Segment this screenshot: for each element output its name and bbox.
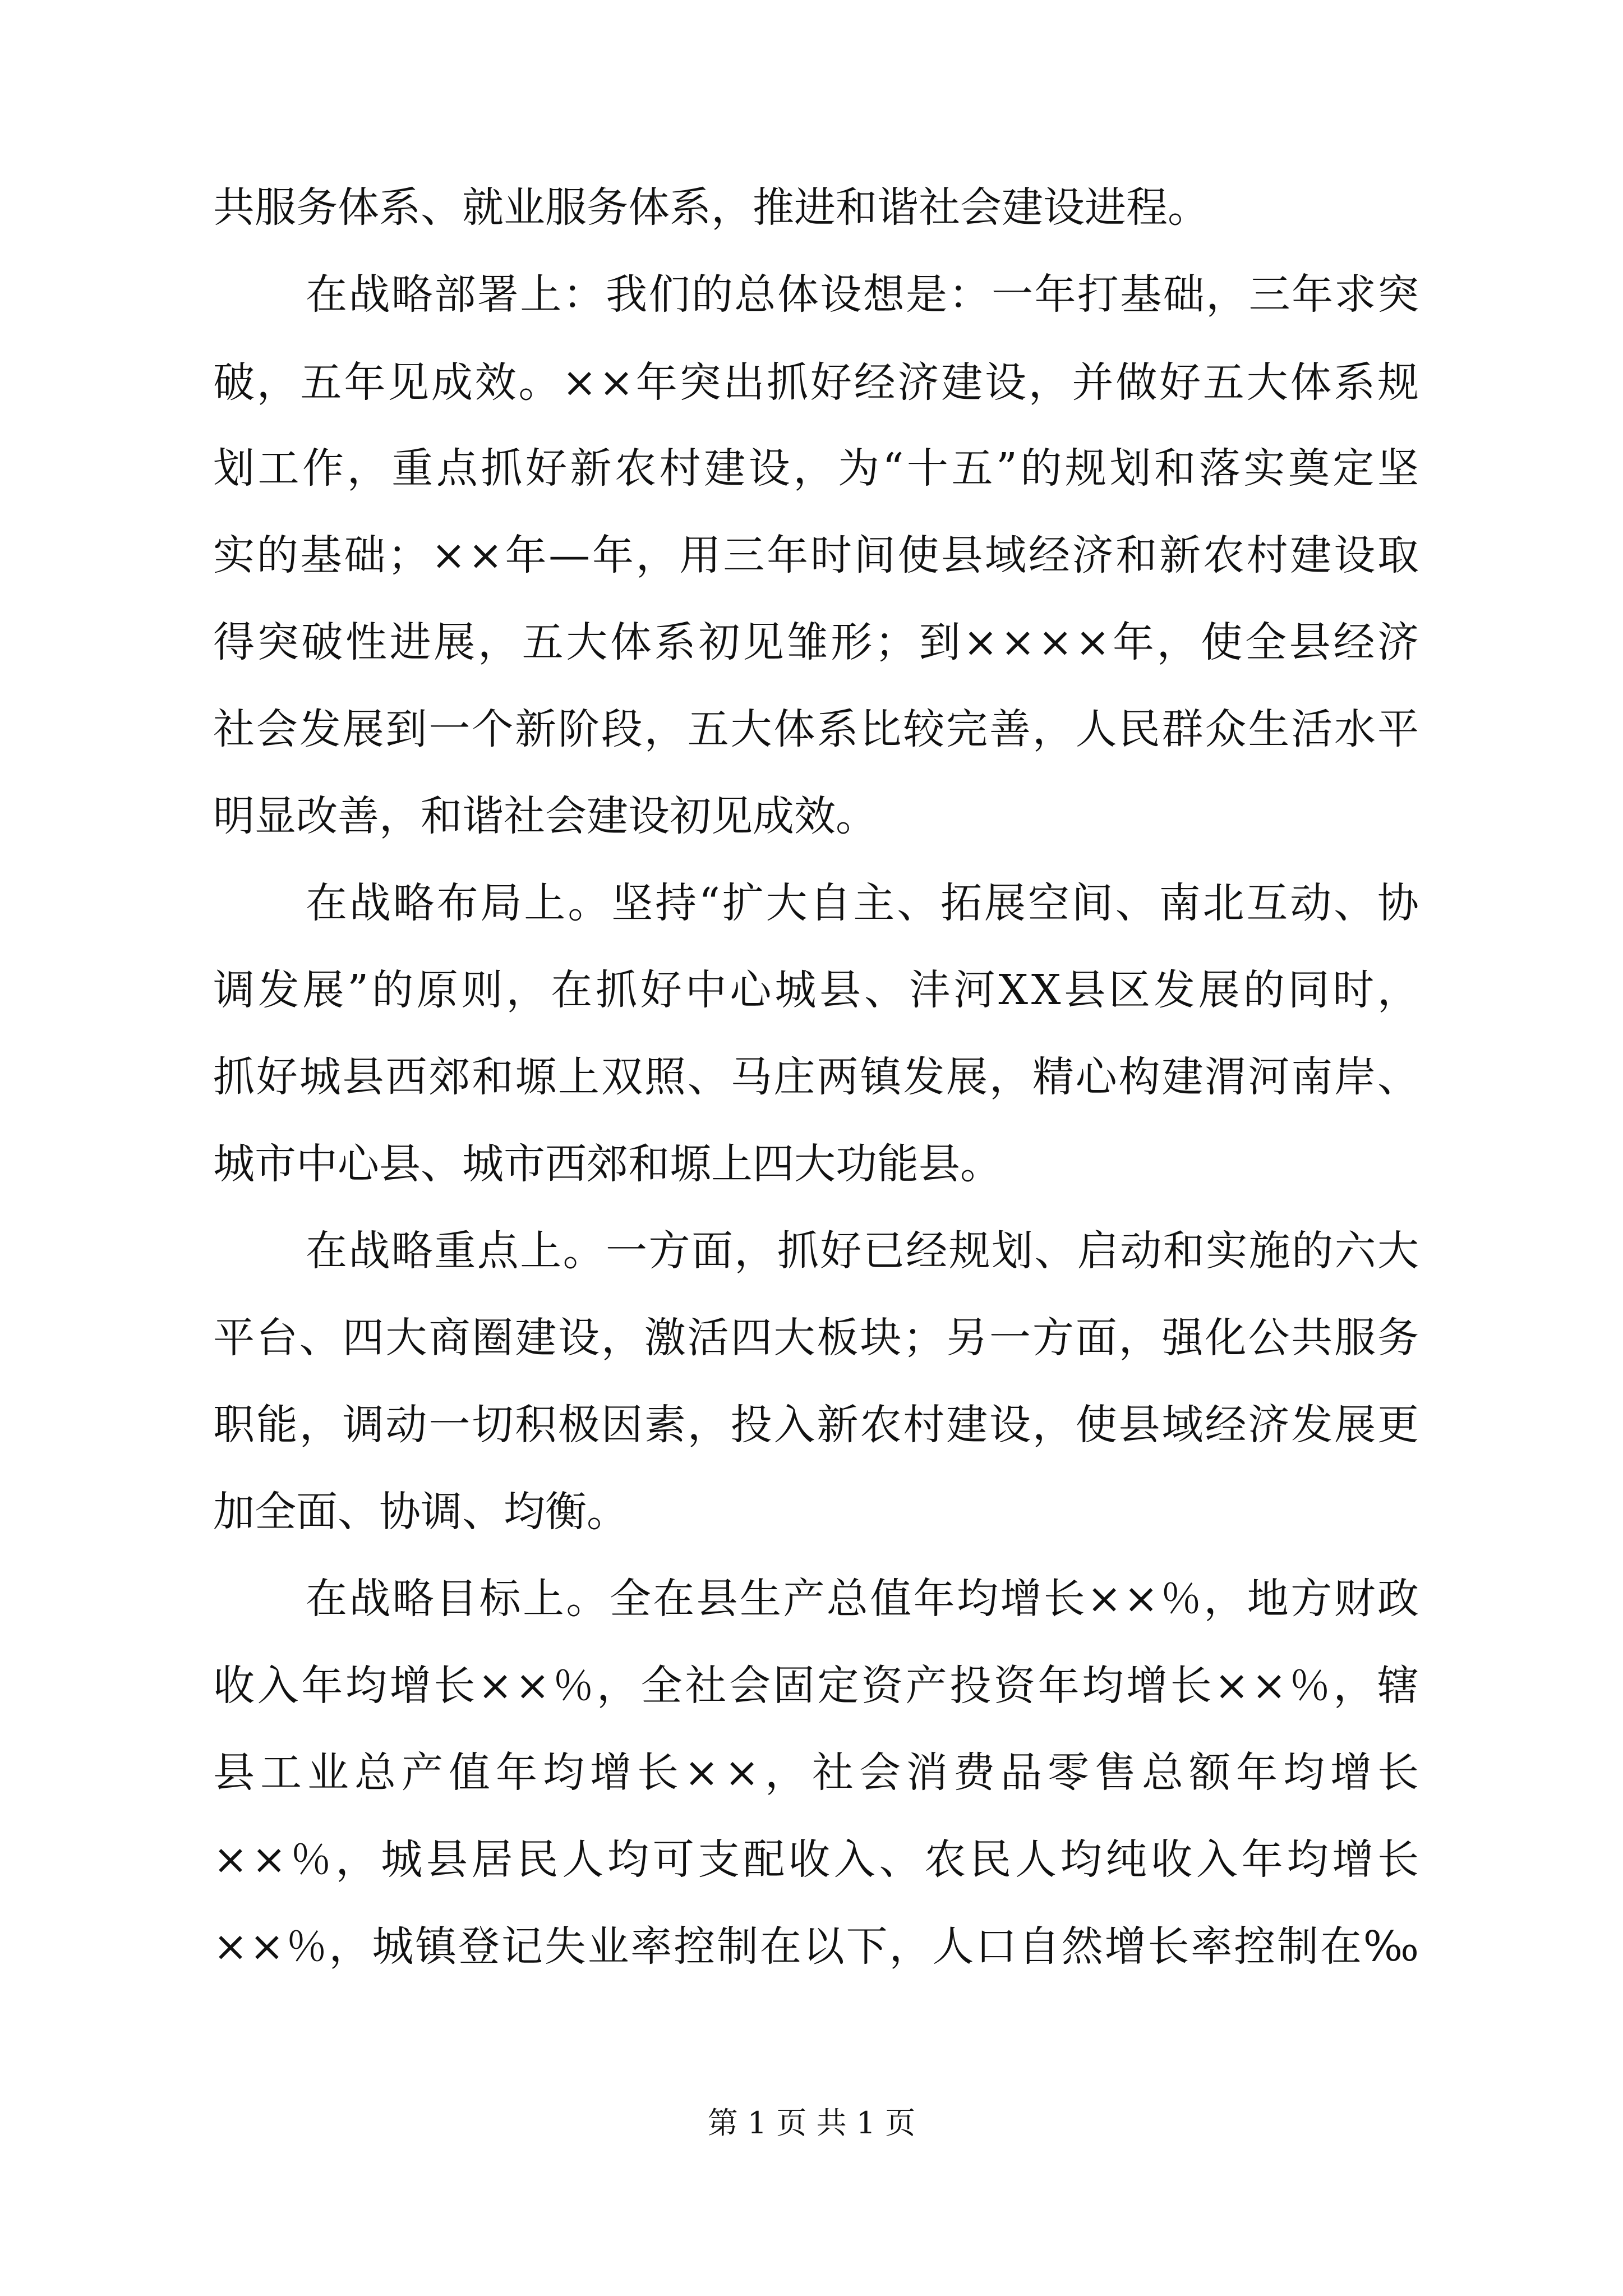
text-line-12: 城市中心县、城市西郊和塬上四大功能县。 xyxy=(213,1140,1002,1188)
text-line-5: 实的基础；××年—年，用三年时间使县域经济和新农村建设取 xyxy=(213,531,1421,579)
text-line-6: 得突破性进展，五大体系初见雏形；到××××年，使全县经济 xyxy=(213,618,1422,666)
text-line-20: ××％，城县居民人均可支配收入、农民人均纯收入年均增长 xyxy=(213,1835,1423,1884)
text-line-11: 抓好城县西郊和塬上双照、马庄两镇发展，精心构建渭河南岸、 xyxy=(213,1053,1421,1101)
text-line-1: 共服务体系、就业服务体系，推进和谐社会建设进程。 xyxy=(213,183,1209,232)
text-line-8: 明显改善，和谐社会建设初见成效。 xyxy=(213,792,877,840)
text-line-16: 加全面、协调、均衡。 xyxy=(213,1488,628,1536)
text-line-4: 划工作，重点抓好新农村建设，为“十五”的规划和落实奠定坚 xyxy=(213,444,1422,493)
text-line-9: 在战略布局上。坚持“扩大自主、拓展空间、南北互动、协 xyxy=(306,879,1421,927)
text-line-2: 在战略部署上：我们的总体设想是：一年打基础，三年求突 xyxy=(306,270,1421,319)
text-line-10: 调发展”的原则，在抓好中心城县、沣河XX县区发展的同时， xyxy=(213,966,1422,1014)
page-footer: 第 1 页 共 1 页 xyxy=(707,2105,916,2141)
text-line-18: 收入年均增长××％，全社会固定资产投资年均增长××％，辖 xyxy=(213,1662,1422,1710)
text-line-19: 县工业总产值年均增长××，社会消费品零售总额年均增长 xyxy=(213,1749,1424,1797)
text-line-14: 平台、四大商圈建设，激活四大板块；另一方面，强化公共服务 xyxy=(213,1314,1421,1362)
text-line-15: 职能，调动一切积极因素，投入新农村建设，使县域经济发展更 xyxy=(213,1401,1421,1449)
text-line-3: 破，五年见成效。××年突出抓好经济建设，并做好五大体系规 xyxy=(213,358,1421,407)
text-line-21: ××％，城镇登记失业率控制在以下，人口自然增长率控制在‰ xyxy=(213,1922,1421,1971)
text-line-17: 在战略目标上。全在县生产总值年均增长××％，地方财政 xyxy=(306,1575,1421,1623)
text-line-13: 在战略重点上。一方面，抓好已经规划、启动和实施的六大 xyxy=(306,1227,1421,1275)
text-line-7: 社会发展到一个新阶段，五大体系比较完善，人民群众生活水平 xyxy=(213,705,1421,753)
